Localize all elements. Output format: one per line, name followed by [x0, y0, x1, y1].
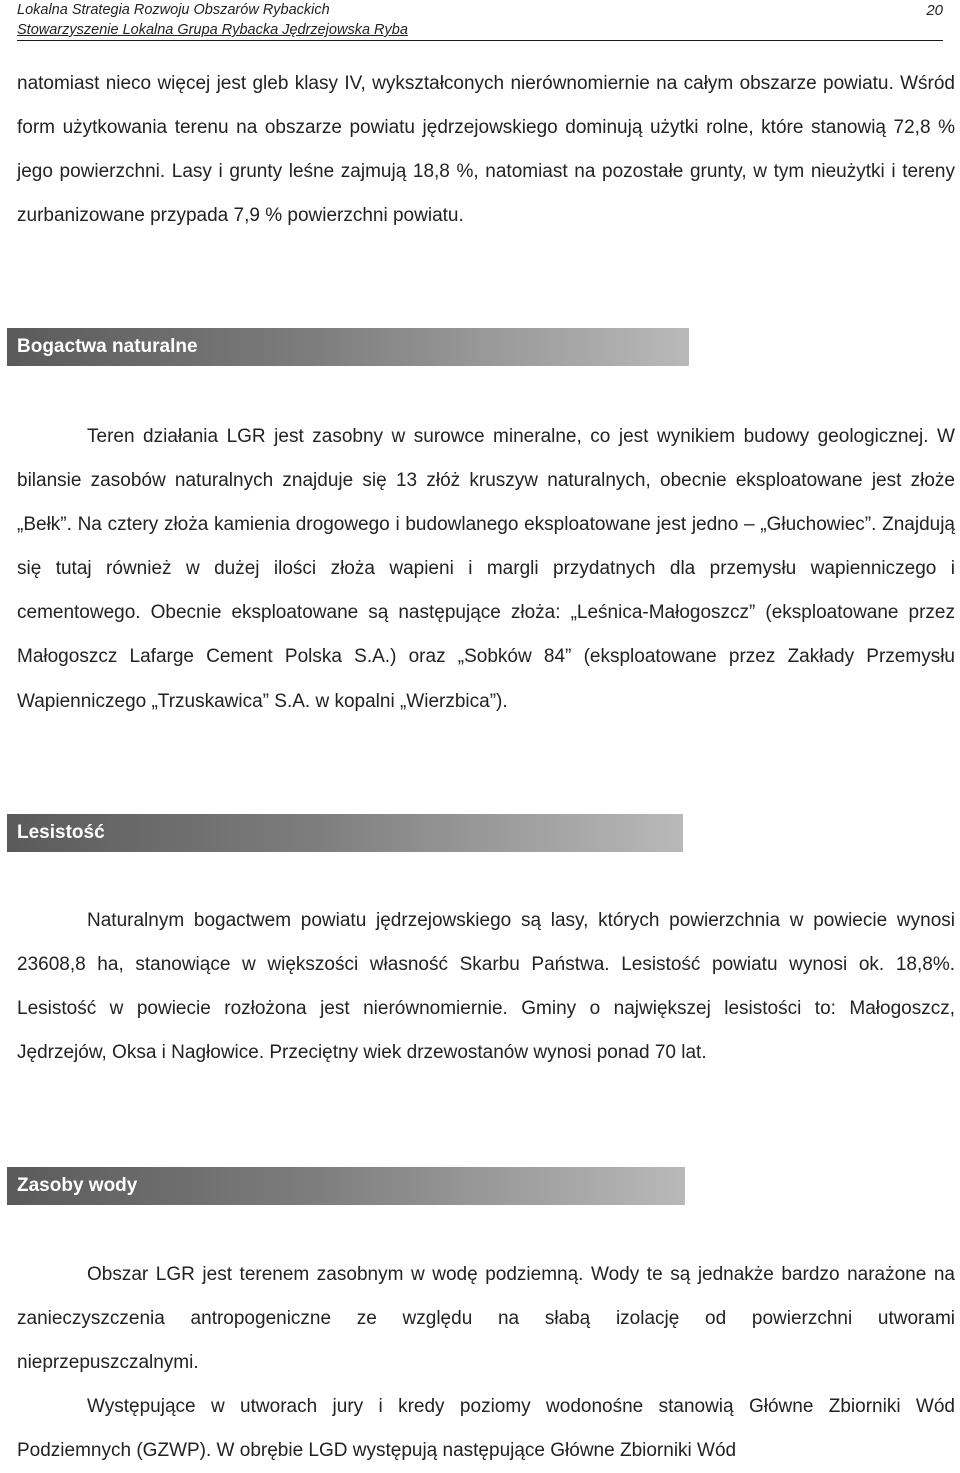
header-association-name: Stowarzyszenie Lokalna Grupa Rybacka Jędrzejowska Ryba: [17, 22, 408, 38]
section-heading-text: Bogactwa naturalne: [17, 336, 198, 357]
section-heading-forest-cover: [7, 814, 683, 852]
section-heading-text: Lesistość: [17, 822, 105, 843]
water-resources-paragraph-2: Występujące w utworach jury i kredy poziomy wodonośne stanowią Główne Zbiorniki Wód Podziemnych (GZWP). W obrębie LGD występują następujące Główne Zbiorniki Wód: [17, 1396, 955, 1462]
header-strategy-title: Lokalna Strategia Rozwoju Obszarów Rybackich: [17, 2, 330, 18]
section-heading-water-resources: [7, 1167, 685, 1205]
forest-cover-paragraph: Naturalnym bogactwem powiatu jędrzejowskiego są lasy, których powierzchnia w powiecie wynosi 23608,8 ha, stanowiące w większości własność Skarbu Państwa. Lesistość powiatu wynosi ok. 18,8%. Lesistość w powiecie rozłożona jest nierównomiernie. Gminy o największej lesistości to: Małogoszcz, Jędrzejów, Oksa i Nagłowice. Przeciętny wiek drzewostanów wynosi ponad 70 lat.: [17, 910, 955, 1064]
intro-paragraph: natomiast nieco więcej jest gleb klasy IV, wykształconych nierównomiernie na całym obszarze powiatu. Wśród form użytkowania terenu na obszarze powiatu jędrzejowskiego dominują użytki rolne, które stanowią 72,8 % jego powierzchni. Lasy i grunty leśne zajmują 18,8 %, natomiast na pozostałe grunty, w tym nieużytki i tereny zurbanizowane przypada 7,9 % powierzchni powiatu.: [17, 73, 955, 227]
water-resources-paragraph-1: Obszar LGR jest terenem zasobnym w wodę podziemną. Wody te są jednakże bardzo narażone na zanieczyszczenia antropogeniczne ze względu na słabą izolację od powierzchni utworami nieprzepuszczalnymi.: [17, 1264, 955, 1374]
section-heading-text: Zasoby wody: [17, 1175, 138, 1196]
page-header: [17, 0, 943, 41]
section-heading-natural-resources: [7, 328, 689, 366]
page-number: 20: [926, 2, 943, 19]
natural-resources-paragraph: Teren działania LGR jest zasobny w surowce mineralne, co jest wynikiem budowy geologicznej. W bilansie zasobów naturalnych znajduje się 13 złóż kruszyw naturalnych, obecnie eksploatowane jest złoże „Bełk”. Na cztery złoża kamienia drogowego i budowlanego eksploatowane jest jedno – „Głuchowiec”. Znajdują się tutaj również w dużej ilości złoża wapieni i margli przydatnych dla przemysłu wapienniczego i cementowego. Obecnie eksploatowane są następujące złoża: „Leśnica-Małogoszcz” (eksploatowane przez Małogoszcz Lafarge Cement Polska S.A.) oraz „Sobków 84” (eksploatowane przez Zakłady Przemysłu Wapienniczego „Trzuskawica” S.A. w kopalni „Wierzbica”).: [17, 426, 955, 712]
